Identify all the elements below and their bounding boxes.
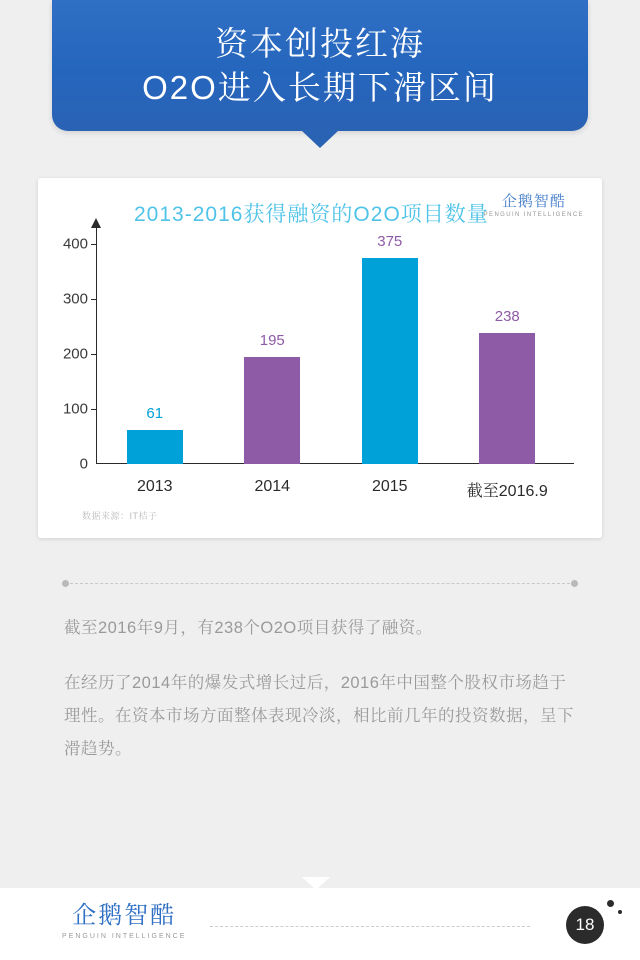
footer-logo-subtitle: PENGUIN INTELLIGENCE [62,933,187,940]
bar [127,430,183,464]
page-badge-dot-small [618,910,622,914]
bar-value-label: 195 [259,331,285,349]
chart-title: 2013-2016获得融资的O2O项目数量 [134,203,489,226]
brand-logo-subtitle: PENGUIN INTELLIGENCE [483,212,584,218]
x-tick-label: 2015 [371,478,408,495]
bar [244,357,300,464]
y-tick-label: 0 [79,455,88,473]
divider-dot-left [62,580,69,587]
body-copy [64,612,576,788]
bar [479,333,535,464]
header-banner [52,0,588,148]
bar-group [96,244,214,495]
section-divider [62,580,578,587]
x-tick-label: 2014 [254,478,291,495]
page-badge-dot-large [607,900,614,907]
banner-arrow-icon [302,131,338,148]
chart-source-label: 数据来源：IT桔子 [82,511,158,521]
brand-logo [484,194,584,218]
bar-group [214,244,332,495]
page-title-line1: 资本创投红海 [215,25,425,62]
body-paragraph-2: 在经历了2014年的爆发式增长过后，2016年中国整个股权市场趋于理性。在资本市场方面整体表现冷淡，相比前几年的投资数据，呈下滑趋势。 [64,674,574,758]
y-tick-label: 400 [62,235,88,253]
x-tick-label: 2013 [136,478,173,495]
chart-card [38,178,602,538]
footer-logo-name: 企鹅智酷 [72,902,177,929]
bar-value-label: 61 [146,405,164,423]
y-axis-arrow-icon [91,218,101,228]
y-tick-label: 300 [62,290,88,308]
page-title-line2: O2O进入长期下滑区间 [142,68,498,106]
bar [362,258,418,464]
divider-dot-right [571,580,578,587]
bar-value-label: 375 [377,232,403,250]
bar-series [96,232,566,500]
x-tick-label: 截至2016.9 [466,483,548,500]
brand-logo-name: 企鹅智酷 [501,193,566,210]
header-banner-body [52,0,588,131]
bar-value-label: 238 [494,308,520,326]
chart-plot-area [62,232,566,500]
divider-line [70,583,570,584]
y-tick-label: 100 [62,400,88,418]
body-paragraph-1: 截至2016年9月，有238个O2O项目获得了融资。 [64,619,433,637]
bar-group [449,244,567,500]
page-number-badge: 18 [566,906,604,944]
page-footer [0,888,640,960]
footer-logo [62,904,186,940]
bar-group [331,232,449,495]
footer-dashed-line [210,926,530,927]
y-tick-label: 200 [62,345,88,363]
